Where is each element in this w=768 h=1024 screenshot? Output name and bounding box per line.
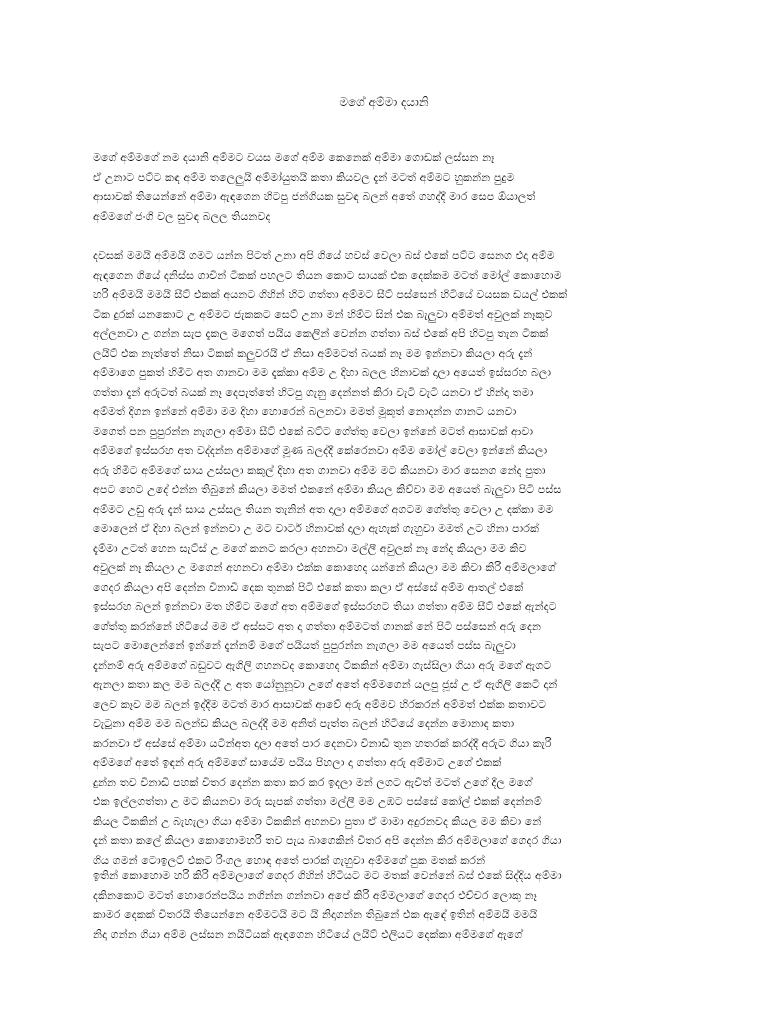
text-line: දැම්මා උටත් හෙන සැට්ස් උ මගේ කනට කරලා අහනවා මල්ලී අවුලක් නෑ නේද කියලා මම කිව (93, 541, 527, 555)
text-line: ගේත්තු කරන්නේ හිටියේ මම ඒ අස්සට අත දා ගත්තා අම්මටත් ගානක් නේ පිටි පස්සෙන් අරු දෙන (93, 619, 542, 633)
text-line: කාමර දෙකක් විතරයි තියෙන්නෙ අම්මටයි මට යි නිදාගන්න තිබුනේ එක ඇඳේ ඉතින් අම්මයි මමයි (93, 908, 538, 921)
text-line: කරනවා ඒ අස්සේ අම්මා යටින්අත දාලා අතේ පාර දෙනවා විනාඩි තුන හතරක් කරද්දී අරුට ගියා කැරි (93, 736, 552, 750)
document-title: මගේ අම්මා දයානි (339, 95, 429, 109)
text-line: දවසක් මමයි අම්මයි ගමට යන්න පිටත් උනා අපි ගියේ හවස් වෙලා බස් එකේ පට්ට සෙනග එදා අම්ම (93, 249, 555, 262)
text-line: අම්මාගෙ පුකත් හිමිට අත ගානවා මම දැක්කා අම්ම උ දිහා බලල හිනාවක් දාලා අයෙත් ඉස්සරහ බලා (93, 366, 552, 379)
text-line: නිදා ගන්න ගියා අම්ම ලස්සන නයිටියක් ඇඳගෙන හිටියේ ලයිට් එලියට දෙක්කා අම්මගේ ඇගේ (93, 927, 523, 941)
text-line: මොලෙන් ඒ දිහා බලන් ඉන්නවා උ මට වාටර් හිනාවක් දාලා ඇහැක් ගැහුවා මමත් උට හිනා පාරක් (93, 522, 540, 535)
text-line: අම්මගේ ඉස්සරහ අත වද්දන්න අම්මාගේ මූණ බලද්දී කේරෙනවා අම්ම මෝල් වෙලා ඉන්නේ කියලා (93, 444, 548, 457)
text-line: ටික දුරක් යනකොට උ අම්මට ජැකකට සෙට් උනා මන් හිම්ට සින් එක බැලුවා අම්මත් අවුලක් නෑකුව (93, 307, 553, 321)
text-line: ගිය ගමන් ටොඉලට් එකට රිංගල හොඳ අතේ පාරක් ගැහුවා අම්මගේ පුක මතක් කරන් (93, 853, 486, 867)
text-line: ගෙදර කියලා අපි දෙන්න විනාඩි දෙක තුනක් පිටි එකේ කතා කලා ඒ අස්සේ අම්ම ආතල් එකේ (93, 580, 524, 594)
text-line: අල්ලනවා උ ගන්න සැප දැකල මගෙත් පයිය කෙලින් වෙන්න ගත්තා බස් එකේ අපි හිටපු තැන ටිකක් (93, 327, 549, 340)
text-line: දැන්නම් අරු අම්මගේ බඩුවට ඇගිලි ගහනවද කොහෙද ටිකකින් අම්මා ගැස්සිලා ගියා අරු මගේ ඇගට (93, 658, 552, 672)
text-line: ඒ උනාට පට්ට කඳ අම්ම තලෙලුයි අම්මා්යුතයි කතා කියවල දැන් මටත් අම්මට හුකන්න පුදුම (93, 170, 515, 184)
text-line: වැටුනා අම්ම මම බලන්ඩ කියල බලද්දී මම අනිත් පැත්ත බලන් හිටියේ දෙන්න මොනාද කතා (93, 717, 515, 730)
text-line: අම්මට උඩු අරු දැන් සාය උස්සල තියන තැනින් අත දාලා අම්මගේ අගටම ගේත්තු වෙලා උ දක්කා මම (93, 502, 554, 516)
text-line: අවුලක් නෑ කියලා උ මගෙන් අහනවා අම්මා එක්ක කොහෙද යන්නේ කියලා මම කිවා කිරි අම්මලාගේ (93, 561, 556, 574)
paragraph (93, 246, 693, 870)
text-line: ඉතින් කොහොම හරි කිරි අම්මලාගේ ගෙදර ගිහින් හිටියට මට මතක් වෙන්නේ බස් එකේ සිද්දිය අම්මා (93, 869, 562, 882)
text-line: ඇඳගෙන ගියේ දනිස්ස ගාවින් ටිකක් පහලට තියන කොට සායක් එක දෙක්කම මටත් මෝල් කොහොම (93, 268, 562, 282)
text-line: දැන් කතා කලේ කියලා කොහොමහරි තව පැය බාගෙකින් විතර අපි දෙන්න කිර අම්මලාගේ ගෙදර ගියා (93, 834, 562, 847)
text-line: අම්මත් දිගන ඉන්නේ අම්මා මම දිහා හොරෙන් බලනවා මමත් මූකුත් නොදන්න ගානට යනවා (93, 405, 517, 418)
text-line: ලෙව කෑව මම බලන් ඉද්දීම මටත් මාර ආසාවක් ආවේ අරු අම්මව හිරකරන් අම්මත් එක්ක කතාවට (93, 697, 547, 711)
text-line: මගේ අම්මගේ නම දයානි අම්මට වයස මගේ අම්ම කෙනෙක් අම්මා ගොඩක් ලස්සන නෑ (93, 151, 495, 164)
text-line: ආසාවක් තියෙන්නේ අම්මා ඇඳගෙන හිටපු ජන්ගියක සුවඳ බලන් අතේ ගහද්දී මාර සෙප ඕයාලත් (93, 190, 536, 203)
text-line: ගත්තා දැන් අරුටත් බයක් නෑ දෙපැත්තේ හිටපු ගැනු දෙන්නත් කිරා වැටී වැටී යනවා ඒ හින්දා තමා (93, 385, 534, 399)
text-line: අරු හිමිට අම්මගේ සාය උස්සලා කකුල් දිහා අත ගානවා අම්ම මට කියනවා මාර සෙනග නේද පුතා (93, 463, 546, 477)
text-line: දුන්න තව විනාඩි පහක් විතර දෙන්න කතා කර කර ඉදලා මන් ලගට ඇවිත් මටත් උගේ දීල මගේ (93, 775, 533, 789)
text-line: ඇනලා කතා කල මම බලද්දී උ අත යෝනුනූවා උගේ අතේ අම්මගෙන් යලපු ජූස් උ ඒ ඇගිලි කෙටි දාන් (93, 678, 558, 691)
text-line: සැපට මොලෙන්නේ ඉන්නේ දැන්නම් මගේ පයියත් පුපුරන්න නැගලා මම අයෙත් පස්ස බැලුවා (93, 639, 516, 652)
text-line: හරි අම්මයි මමයි සීට් එකක් අයනට ගිහින් හිට ගත්තා අම්මට සීට් පස්සෙන් හිටියේ වයසක ඩයල් එකක් (93, 288, 568, 301)
paragraph (93, 148, 693, 226)
text-line: ඉස්සරහ බලන් ඉන්නවා මත හිම්ට මගේ අත අම්මගේ ඉස්සරහට තියා ගත්තා අම්ම සීට් එකේ ඇන්දට (93, 600, 557, 613)
text-line: අම්මගේ අතේ ඉඳන් අරු අම්මගේ සායේම පයිය පිහලා දා ගත්තා අරු අම්මාට උගේ එකක් (93, 756, 502, 769)
text-line: අම්මගේ ජංගි වල සුවඳ බලල තියනවද (93, 209, 271, 223)
text-line: ලයිට් එක නැත්තේ නිසා ටිකක් කලුවරයි ඒ නිසා අම්මටත් බයක් නෑ මම ඉන්නවා කියලා අරු දැන් (93, 346, 533, 360)
text-line: මගෙත් පන පුපුරන්න නැගලා අම්මා සීට් එකේ බට්ට ගේත්තු වෙලා ඉන්නේ මටත් ආසාවක් ආවා (93, 424, 534, 438)
text-line: අපට හෙට උදේ එන්න තිබුනේ කියලා මමත් එකනේ අම්මා කියල කිව්වා මම අයෙත් බැලුවා පිටි පස්ස (93, 483, 562, 496)
paragraph (93, 866, 693, 944)
text-line: කියල ටිකකින් උ බැහැලා ගියා අම්මා ටිකකින් අහනවා පුතා ඒ මාමා අදුරනවද කියල මම කිවා නේ (93, 814, 542, 828)
text-line: එක ඉල්ලගත්තා උ මට කියනවා මරු සැපක් ගත්තා මල්ලී මම උඹට පස්සේ කෝල් එකක් දෙන්නම් (93, 795, 542, 808)
text-line: දකිනකොට මටත් හොරෙන්පයිය නගින්න ගන්නවා අපේ කිරි අම්මලාගේ ගෙදර එච්චර ලොකු නෑ (93, 888, 537, 902)
